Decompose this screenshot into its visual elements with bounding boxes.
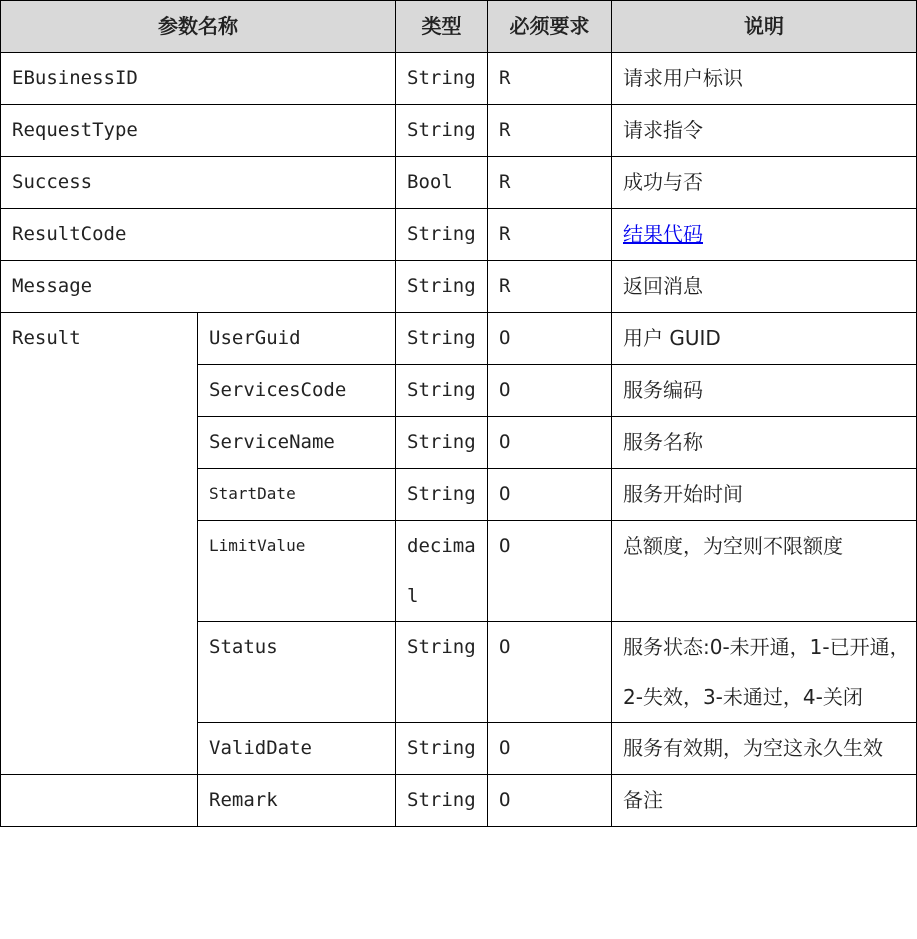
result-code-link[interactable]: 结果代码 [623,222,703,246]
param-name-cell: Success [1,157,396,209]
type-cell: String [396,261,488,313]
sub-param-name-cell: ValidDate [198,723,396,775]
table-row [1,209,917,261]
type-cell: String [396,417,488,469]
sub-param-name-cell: UserGuid [198,313,396,365]
sub-param-name-cell: StartDate [198,469,396,521]
sub-param-name-cell: ServicesCode [198,365,396,417]
type-cell: Bool [396,157,488,209]
description-cell: 服务有效期，为空这永久生效 [612,723,917,775]
description-cell: 总额度，为空则不限额度 [612,521,917,622]
type-cell: String [396,105,488,157]
type-cell: String [396,469,488,521]
description-cell: 服务名称 [612,417,917,469]
type-cell: String [396,723,488,775]
sub-param-name-cell: Remark [198,775,396,827]
param-name-cell: EBusinessID [1,53,396,105]
header-row [1,1,917,53]
type-cell: decimal [396,521,488,622]
required-cell: R [488,105,612,157]
header-type: 类型 [396,1,488,53]
required-cell: O [488,365,612,417]
description-cell: 请求用户标识 [612,53,917,105]
result-group-label: Result [1,313,198,775]
type-cell: String [396,209,488,261]
sub-param-name-cell: LimitValue [198,521,396,622]
type-cell: String [396,53,488,105]
type-cell: String [396,775,488,827]
required-cell: R [488,53,612,105]
param-name-cell: Message [1,261,396,313]
description-cell: 服务编码 [612,365,917,417]
description-cell: 服务状态:0-未开通，1-已开通，2-失效，3-未通过，4-关闭 [612,622,917,723]
required-cell: O [488,521,612,622]
description-cell: 服务开始时间 [612,469,917,521]
description-cell: 用户 GUID [612,313,917,365]
required-cell: R [488,157,612,209]
header-param-name: 参数名称 [1,1,396,53]
table-row [1,105,917,157]
required-cell: O [488,622,612,723]
header-required: 必须要求 [488,1,612,53]
required-cell: O [488,469,612,521]
required-cell: O [488,723,612,775]
description-cell: 成功与否 [612,157,917,209]
table-row [1,261,917,313]
sub-param-name-cell: ServiceName [198,417,396,469]
type-cell: String [396,365,488,417]
header-description: 说明 [612,1,917,53]
type-cell: String [396,622,488,723]
empty-group-cell [1,775,198,827]
param-name-cell: ResultCode [1,209,396,261]
table-row [1,313,917,365]
required-cell: O [488,313,612,365]
required-cell: O [488,417,612,469]
type-cell: String [396,313,488,365]
description-cell [612,209,917,261]
param-name-cell: RequestType [1,105,396,157]
required-cell: R [488,261,612,313]
required-cell: O [488,775,612,827]
table-row [1,53,917,105]
sub-param-name-cell: Status [198,622,396,723]
description-cell: 备注 [612,775,917,827]
description-cell: 请求指令 [612,105,917,157]
table-row [1,775,917,827]
description-cell: 返回消息 [612,261,917,313]
table-row [1,157,917,209]
required-cell: R [488,209,612,261]
